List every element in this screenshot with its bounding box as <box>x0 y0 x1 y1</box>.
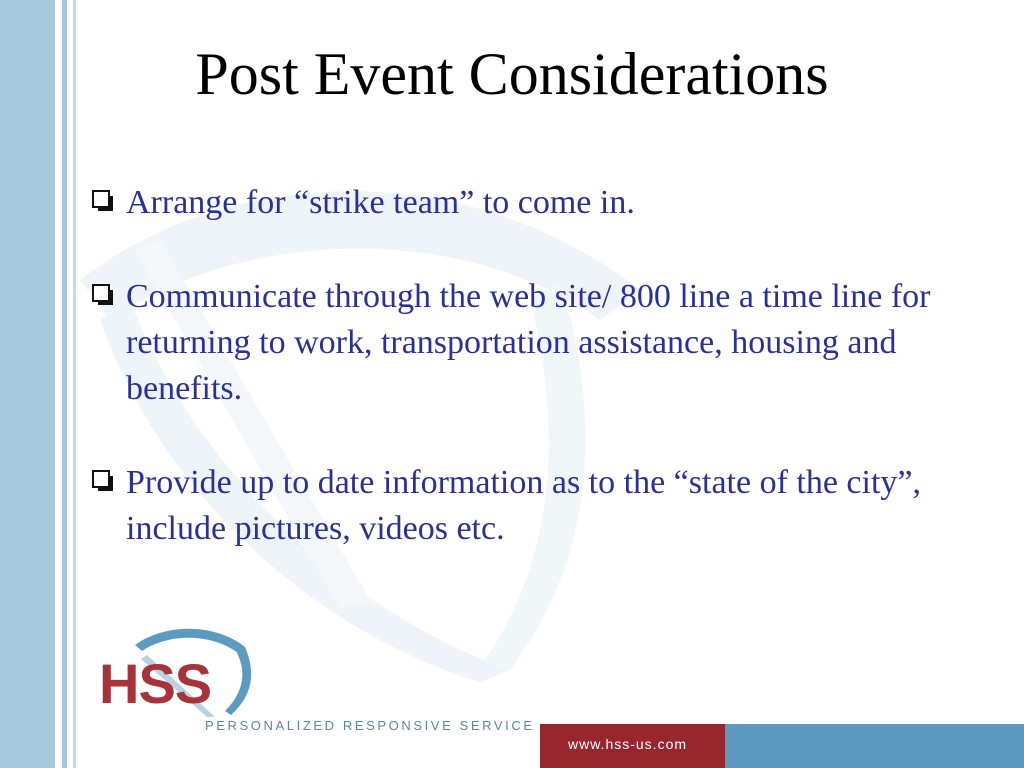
logo-tagline: PERSONALIZED RESPONSIVE SERVICE <box>205 718 535 733</box>
hollow-square-bullet-icon <box>92 284 114 306</box>
hollow-square-bullet-icon <box>92 190 114 212</box>
bullet-item <box>90 274 990 412</box>
website-url: www.hss-us.com <box>568 736 688 752</box>
bullet-text: Provide up to date information as to the “state of the city”, include pictures, videos etc. <box>126 464 921 547</box>
bullet-text: Arrange for “strike team” to come in. <box>126 184 635 221</box>
hollow-square-bullet-icon <box>92 470 114 492</box>
bullet-list <box>90 180 990 552</box>
bullet-item <box>90 460 990 552</box>
footer-bar-blue <box>725 724 1024 768</box>
logo-wordmark: HSS <box>99 652 212 715</box>
slide-title: Post Event Considerations <box>195 41 829 107</box>
hss-logo <box>95 625 295 720</box>
bullet-item <box>90 180 990 226</box>
bullet-text: Communicate through the web site/ 800 line a time line for returning to work, transportation assistance, housing and benefits. <box>126 278 931 407</box>
